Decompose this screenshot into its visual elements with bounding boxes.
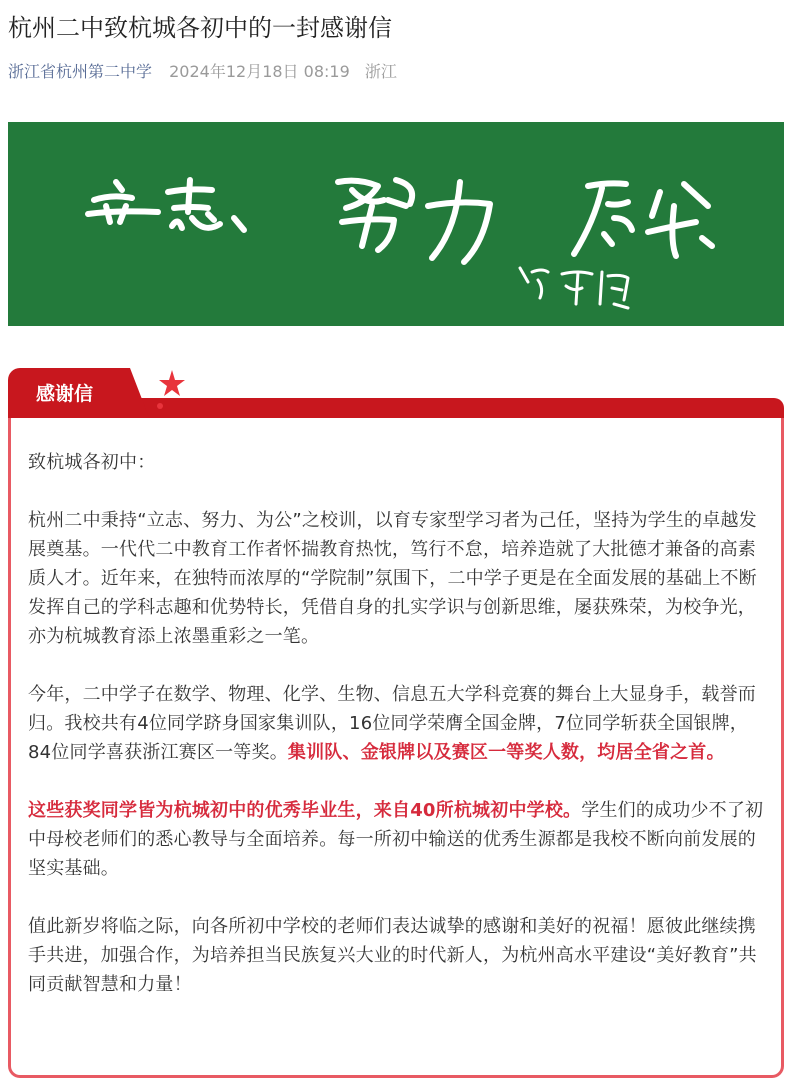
- account-name-link[interactable]: 浙江省杭州第二中学: [8, 62, 153, 81]
- publish-datetime: 2024年12月18日 08:19: [169, 62, 350, 81]
- letter-paragraph-2: [28, 680, 764, 767]
- letter-paragraph-1: 杭州二中秉持“立志、努力、为公”之校训，以育专家型学习者为己任，坚持为学生的卓越发展奠基。一代代二中教育工作者怀揣教育热忱，笃行不怠，培养造就了大批德才兼备的高素质人才。近年来，在独特而浓厚的“学院制”氛围下，二中学子更是在全面发展的基础上不断发挥自己的学科志趣和优势特长，凭借自身的扎实学识与创新思维，屡获殊荣，为校争光，亦为杭城教育添上浓墨重彩之一笔。: [28, 510, 757, 647]
- decorative-star-icon: [150, 368, 190, 418]
- article-meta: [8, 58, 397, 86]
- paragraph-2-highlight: 集训队、金银牌以及赛区一等奖人数，均居全省之首。: [287, 742, 725, 763]
- letter-paragraph-4: 值此新岁将临之际，向各所初中学校的老师们表达诚挚的感谢和美好的祝福！愿彼此继续携手共进，加强合作，为培养担当民族复兴大业的时代新人，为杭州高水平建设“美好教育”共同贡献智慧和力量！: [28, 916, 757, 995]
- paragraph-3-highlight: 这些获奖同学皆为杭城初中的优秀毕业生，来自40所杭城初中学校。: [28, 800, 582, 821]
- paragraph-3-text: 学生们的成功少不了初中母校老师们的悉心教导与全面培养。每一所初中输送的优秀生源都是我校不断向前发展的坚实基础。: [28, 800, 764, 879]
- calligraphy-motto-image: [8, 122, 784, 326]
- letter-salutation: 致杭城各初中：: [28, 452, 156, 473]
- letter-paragraph-3: [28, 796, 764, 883]
- article-title: 杭州二中致杭城各初中的一封感谢信: [8, 14, 392, 42]
- publish-location: 浙江: [364, 62, 397, 81]
- paragraph-2-text: 今年，二中学子在数学、物理、化学、生物、信息五大学科竞赛的舞台上大显身手，载誉而归。我校共有4位同学跻身国家集训队，16位同学荣膺全国金牌，7位同学斩获全国银牌，84位同学喜获浙江赛区一等奖。: [28, 684, 756, 763]
- section-tab-label: 感谢信: [36, 383, 94, 405]
- letter-body: [28, 448, 764, 1028]
- school-motto-banner: [8, 122, 784, 326]
